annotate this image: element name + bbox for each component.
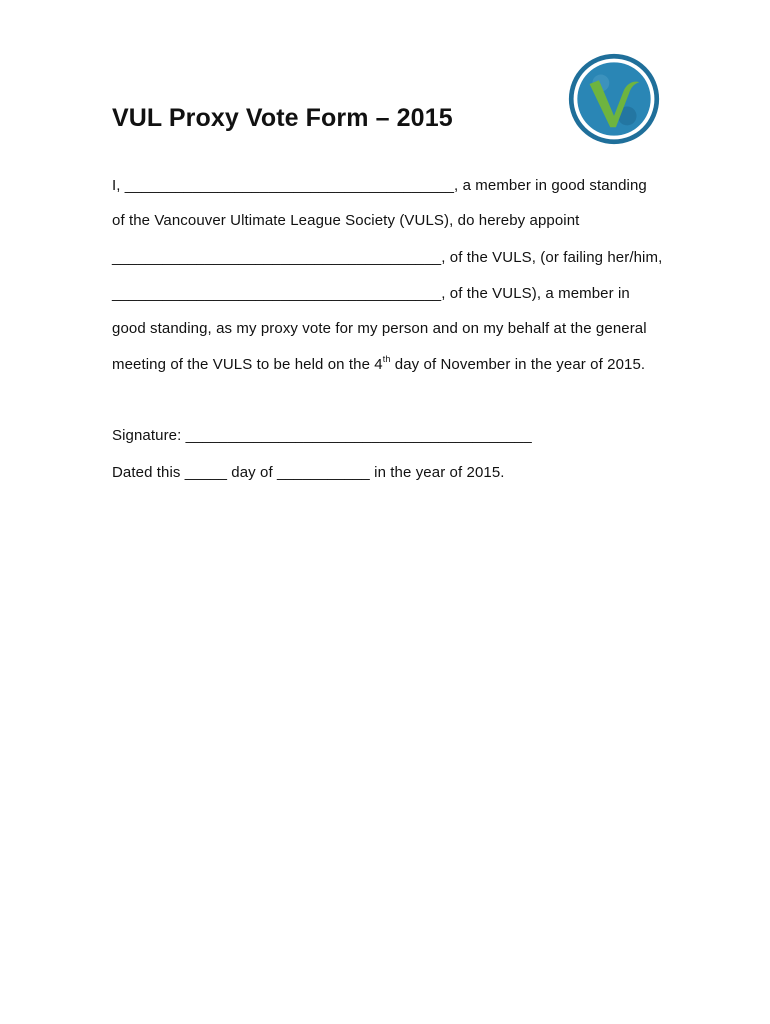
signature-line: Signature: _________________________________________ (112, 427, 532, 444)
form-line-proxy: good standing, as my proxy vote for my person and on my behalf at the general (112, 320, 647, 337)
form-line-society: of the Vancouver Ultimate League Society (VULS), do hereby appoint (112, 212, 580, 229)
page-title: VUL Proxy Vote Form – 2015 (112, 104, 453, 132)
vul-logo-icon (567, 52, 661, 146)
form-line-alternate: _______________________________________, of the VULS), a member in (112, 285, 630, 302)
meeting-text-after: day of November in the year of 2015. (390, 356, 646, 373)
form-line-member: I, _______________________________________, a member in good standing (112, 177, 647, 194)
meeting-text-before: meeting of the VULS to be held on the 4 (112, 356, 383, 373)
meeting-ordinal-suffix: th (382, 354, 391, 364)
form-line-appointee: _______________________________________, of the VULS, (or failing her/him, (112, 249, 663, 266)
dated-line: Dated this _____ day of ___________ in the year of 2015. (112, 464, 505, 481)
form-line-meeting (112, 356, 645, 373)
